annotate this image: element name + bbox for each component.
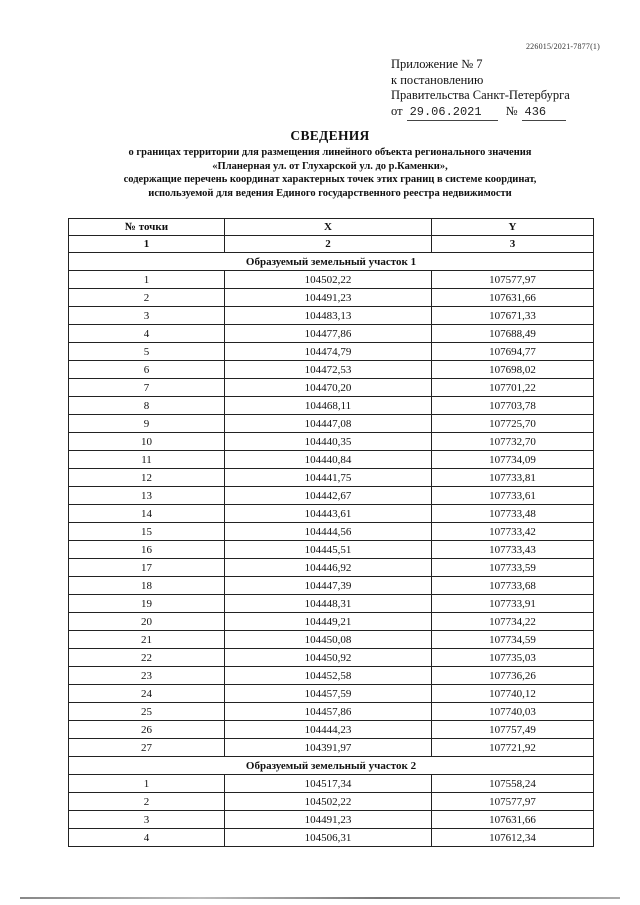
table-row: [69, 595, 594, 613]
column-number-2: 2: [225, 236, 432, 253]
y-coordinate-cell: 107703,78: [432, 397, 594, 415]
table-row: [69, 541, 594, 559]
heading-line-3: содержащие перечень координат характерных точек этих границ в системе координат,: [123, 174, 537, 185]
x-coordinate-cell: 104474,79: [225, 343, 432, 361]
y-coordinate-cell: 107733,42: [432, 523, 594, 541]
appendix-line-2: к постановлению: [391, 72, 484, 87]
x-coordinate-cell: 104502,22: [225, 271, 432, 289]
table-row: [69, 397, 594, 415]
date-prefix: от: [391, 103, 403, 118]
heading-title: СВЕДЕНИЯ: [290, 128, 370, 143]
point-number-cell: 18: [69, 577, 225, 595]
point-number-cell: 16: [69, 541, 225, 559]
y-coordinate-cell: 107740,03: [432, 703, 594, 721]
appendix-block: [391, 57, 601, 121]
y-coordinate-cell: 107757,49: [432, 721, 594, 739]
section-title: Образуемый земельный участок 2: [69, 757, 594, 775]
x-coordinate-cell: 104491,23: [225, 289, 432, 307]
x-coordinate-cell: 104446,92: [225, 559, 432, 577]
point-number-cell: 17: [69, 559, 225, 577]
y-coordinate-cell: 107721,92: [432, 739, 594, 757]
y-coordinate-cell: 107735,03: [432, 649, 594, 667]
point-number-cell: 14: [69, 505, 225, 523]
point-number-cell: 3: [69, 811, 225, 829]
header-point-number: № точки: [69, 219, 225, 236]
point-number-cell: 12: [69, 469, 225, 487]
x-coordinate-cell: 104483,13: [225, 307, 432, 325]
table-row: [69, 793, 594, 811]
x-coordinate-cell: 104502,22: [225, 793, 432, 811]
section-row: [69, 253, 594, 271]
y-coordinate-cell: 107733,43: [432, 541, 594, 559]
point-number-cell: 3: [69, 307, 225, 325]
y-coordinate-cell: 107631,66: [432, 811, 594, 829]
scan-edge-line: [20, 897, 620, 899]
x-coordinate-cell: 104447,39: [225, 577, 432, 595]
x-coordinate-cell: 104440,84: [225, 451, 432, 469]
point-number-cell: 2: [69, 793, 225, 811]
point-number-cell: 7: [69, 379, 225, 397]
table-row: [69, 325, 594, 343]
table-row: [69, 289, 594, 307]
resolution-date: 29.06.2021: [407, 105, 498, 122]
x-coordinate-cell: 104506,31: [225, 829, 432, 847]
table-row: [69, 685, 594, 703]
point-number-cell: 1: [69, 271, 225, 289]
x-coordinate-cell: 104443,61: [225, 505, 432, 523]
y-coordinate-cell: 107612,34: [432, 829, 594, 847]
table-row: [69, 577, 594, 595]
x-coordinate-cell: 104449,21: [225, 613, 432, 631]
x-coordinate-cell: 104440,35: [225, 433, 432, 451]
heading-line-2: «Планерная ул. от Глухарской ул. до р.Каменки»,: [212, 160, 448, 172]
table-row: [69, 559, 594, 577]
point-number-cell: 8: [69, 397, 225, 415]
x-coordinate-cell: 104477,86: [225, 325, 432, 343]
coordinates-table: [68, 218, 594, 847]
table-body: [69, 253, 594, 847]
x-coordinate-cell: 104447,08: [225, 415, 432, 433]
column-number-1: 1: [69, 236, 225, 253]
table-row: [69, 379, 594, 397]
point-number-cell: 20: [69, 613, 225, 631]
point-number-cell: 2: [69, 289, 225, 307]
point-number-cell: 19: [69, 595, 225, 613]
x-coordinate-cell: 104452,58: [225, 667, 432, 685]
table-row: [69, 631, 594, 649]
header-y: Y: [432, 219, 594, 236]
point-number-cell: 21: [69, 631, 225, 649]
point-number-cell: 26: [69, 721, 225, 739]
table-row: [69, 703, 594, 721]
y-coordinate-cell: 107558,24: [432, 775, 594, 793]
y-coordinate-cell: 107577,97: [432, 271, 594, 289]
point-number-cell: 5: [69, 343, 225, 361]
y-coordinate-cell: 107694,77: [432, 343, 594, 361]
appendix-line-3: Правительства Санкт-Петербурга: [391, 88, 570, 102]
column-numbers-row: [69, 236, 594, 253]
x-coordinate-cell: 104457,59: [225, 685, 432, 703]
y-coordinate-cell: 107577,97: [432, 793, 594, 811]
point-number-cell: 6: [69, 361, 225, 379]
x-coordinate-cell: 104468,11: [225, 397, 432, 415]
table-row: [69, 775, 594, 793]
y-coordinate-cell: 107733,68: [432, 577, 594, 595]
y-coordinate-cell: 107733,59: [432, 559, 594, 577]
appendix-date-row: [391, 104, 601, 122]
x-coordinate-cell: 104450,08: [225, 631, 432, 649]
table-row: [69, 271, 594, 289]
x-coordinate-cell: 104457,86: [225, 703, 432, 721]
table-row: [69, 343, 594, 361]
x-coordinate-cell: 104442,67: [225, 487, 432, 505]
point-number-cell: 9: [69, 415, 225, 433]
x-coordinate-cell: 104450,92: [225, 649, 432, 667]
table-row: [69, 829, 594, 847]
x-coordinate-cell: 104441,75: [225, 469, 432, 487]
table-row: [69, 667, 594, 685]
section-title: Образуемый земельный участок 1: [69, 253, 594, 271]
point-number-cell: 23: [69, 667, 225, 685]
document-heading: [60, 128, 600, 200]
x-coordinate-cell: 104448,31: [225, 595, 432, 613]
column-number-3: 3: [432, 236, 594, 253]
y-coordinate-cell: 107740,12: [432, 685, 594, 703]
x-coordinate-cell: 104391,97: [225, 739, 432, 757]
y-coordinate-cell: 107733,61: [432, 487, 594, 505]
table-row: [69, 649, 594, 667]
document-id: 226015/2021-7877(1): [525, 42, 600, 51]
number-prefix: №: [505, 103, 518, 118]
y-coordinate-cell: 107734,22: [432, 613, 594, 631]
table-row: [69, 523, 594, 541]
table-row: [69, 811, 594, 829]
x-coordinate-cell: 104445,51: [225, 541, 432, 559]
x-coordinate-cell: 104444,23: [225, 721, 432, 739]
table-row: [69, 469, 594, 487]
heading-line-4: используемой для ведения Единого государственного реестра недвижимости: [148, 187, 512, 199]
y-coordinate-cell: 107734,09: [432, 451, 594, 469]
y-coordinate-cell: 107671,33: [432, 307, 594, 325]
point-number-cell: 11: [69, 451, 225, 469]
table-header-row: [69, 219, 594, 236]
y-coordinate-cell: 107733,48: [432, 505, 594, 523]
x-coordinate-cell: 104517,34: [225, 775, 432, 793]
y-coordinate-cell: 107733,81: [432, 469, 594, 487]
x-coordinate-cell: 104491,23: [225, 811, 432, 829]
y-coordinate-cell: 107725,70: [432, 415, 594, 433]
point-number-cell: 4: [69, 325, 225, 343]
header-x: X: [225, 219, 432, 236]
point-number-cell: 4: [69, 829, 225, 847]
point-number-cell: 27: [69, 739, 225, 757]
table-row: [69, 739, 594, 757]
heading-line-1: о границах территории для размещения линейного объекта регионального значения: [128, 147, 532, 158]
table-row: [69, 613, 594, 631]
table-row: [69, 487, 594, 505]
x-coordinate-cell: 104472,53: [225, 361, 432, 379]
table-row: [69, 361, 594, 379]
table-row: [69, 721, 594, 739]
section-row: [69, 757, 594, 775]
point-number-cell: 25: [69, 703, 225, 721]
point-number-cell: 1: [69, 775, 225, 793]
y-coordinate-cell: 107631,66: [432, 289, 594, 307]
resolution-number: 436: [522, 105, 566, 122]
y-coordinate-cell: 107732,70: [432, 433, 594, 451]
x-coordinate-cell: 104444,56: [225, 523, 432, 541]
point-number-cell: 22: [69, 649, 225, 667]
appendix-line-1: Приложение № 7: [391, 57, 483, 71]
y-coordinate-cell: 107736,26: [432, 667, 594, 685]
point-number-cell: 15: [69, 523, 225, 541]
point-number-cell: 13: [69, 487, 225, 505]
y-coordinate-cell: 107734,59: [432, 631, 594, 649]
table-row: [69, 433, 594, 451]
point-number-cell: 10: [69, 433, 225, 451]
x-coordinate-cell: 104470,20: [225, 379, 432, 397]
y-coordinate-cell: 107733,91: [432, 595, 594, 613]
point-number-cell: 24: [69, 685, 225, 703]
table-row: [69, 505, 594, 523]
y-coordinate-cell: 107688,49: [432, 325, 594, 343]
y-coordinate-cell: 107698,02: [432, 361, 594, 379]
table-row: [69, 415, 594, 433]
y-coordinate-cell: 107701,22: [432, 379, 594, 397]
table-row: [69, 451, 594, 469]
table-row: [69, 307, 594, 325]
